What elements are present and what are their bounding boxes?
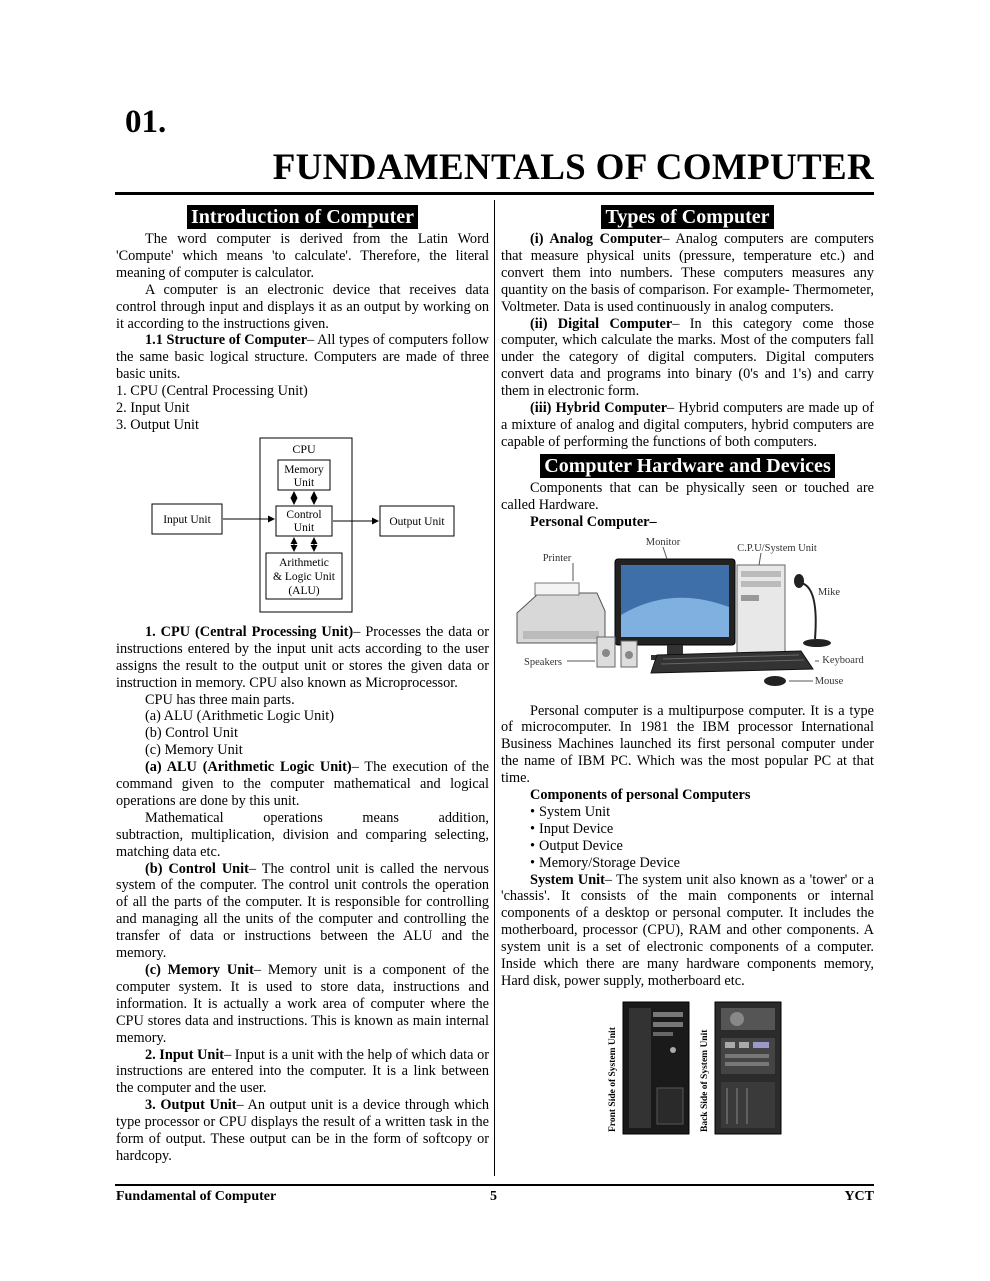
mouse-label: Mouse: [814, 675, 844, 687]
math-paragraph: subtraction, multiplication, division and comparing selecting, matching data etc.: [116, 826, 489, 860]
cpu-part-item: (c) Memory Unit: [145, 742, 243, 759]
system-unit-illustration: [737, 565, 785, 657]
component-item: • System Unit: [501, 804, 874, 821]
unit-list-item: 2. Input Unit: [116, 400, 190, 417]
component-item: • Output Device: [501, 838, 874, 855]
intro-paragraph-2: A computer is an electronic device that receives data control through input and displays it as an output by working on it according to the instructions given.: [116, 281, 489, 332]
section-heading-types: Types of Computer: [501, 205, 874, 229]
keyboard-label: Keyboard: [822, 654, 864, 666]
structure-paragraph: 1.1 Structure of Computer– All types of computers follow the same basic logical structure. Computers are made of three basic units.: [116, 332, 490, 383]
personal-computer-figure: [501, 535, 874, 691]
component-item: • Input Device: [501, 821, 874, 838]
cpu-parts-intro: CPU has three main parts.: [145, 691, 295, 708]
column-divider: [494, 200, 495, 1176]
alu-paragraph: (a) ALU (Arithmetic Logic Unit)– The execution of the command given to the computer mathematical and logical operations are done by this unit.: [116, 759, 489, 809]
keyboard-illustration: [651, 651, 813, 673]
footer-title: Fundamental of Computer: [116, 1189, 277, 1204]
speakers-label: Speakers: [524, 656, 562, 668]
right-column: [501, 205, 874, 1140]
intro-paragraph-1: The word computer is derived from the Latin Word 'Compute' which means 'to calculate'. Therefore, the literal meaning of computer is calculator.: [116, 231, 489, 281]
chapter-title: FUNDAMENTALS OF COMPUTER: [272, 147, 874, 188]
printer-illustration: [517, 583, 605, 643]
mike-illustration: [794, 574, 831, 647]
memory-unit-paragraph: (c) Memory Unit– Memory unit is a component of the computer system. It is used to store data, instructions and information. It is actually a work area of computer where the CPU stores data and instructions. This is known as main internal memory.: [116, 962, 489, 1046]
monitor-pointer: [663, 547, 667, 559]
unit-list-item: 1. CPU (Central Processing Unit): [116, 383, 308, 400]
memory-unit-label: Unit: [293, 476, 315, 489]
components-heading: Components of personal Computers: [530, 787, 751, 804]
digital-paragraph: (ii) Digital Computer– In this category come those computer, which calculate the marks. Most of the computers fall under the category of digital computers. Digital computers convert data and programs into binary (0's and 1's) and carry them in electronic form.: [501, 315, 874, 400]
front-side-tower: [623, 1002, 689, 1134]
cpu-part-item: (a) ALU (Arithmetic Logic Unit): [145, 708, 334, 725]
unit-list-item: 3. Output Unit: [116, 416, 200, 433]
back-side-tower: [715, 1002, 781, 1134]
hardware-paragraph: Components that can be physically seen or touched are called Hardware.: [501, 479, 874, 513]
system-unit-paragraph: System Unit– The system unit also known as a 'tower' or a 'chassis'. It consists of the main components or internal components of a desktop or personal computer. It includes the motherboard, processor (CPU), RAM and other components. A system unit is a set of electronic components of a computer. Inside which there are many hardware components memory, Hard disk, power supply, motherboard etc.: [501, 871, 875, 989]
math-paragraph-first-line: Mathematical operations means addition,: [145, 809, 489, 826]
title-rule: [115, 192, 874, 195]
front-side-label: Front Side of System Unit: [608, 1027, 618, 1132]
personal-computer-label: Personal Computer–: [530, 513, 657, 530]
chapter-number: 01.: [125, 104, 167, 140]
control-unit-paragraph: (b) Control Unit– The control unit is called the nervous system of the computer. The control unit controls the operation of all the parts of the computer. It is responsible for controlling and managing all the units of the computer and controlling the transfer of data or instructions between the ALU and the memory.: [116, 860, 489, 962]
section-heading-introduction: Introduction of Computer: [116, 205, 489, 229]
system-unit-figure: [501, 998, 874, 1140]
personal-computer-paragraph: Personal computer is a multipurpose computer. It is a type of microcomputer. In 1981 the IBM processor International Business Machines launched its first personal computer under the name of IBM PC. Which was the most popular PC at that time.: [501, 702, 874, 787]
control-unit-label: Control: [286, 508, 322, 521]
control-unit-label: Unit: [293, 521, 315, 534]
section-heading-hardware: Computer Hardware and Devices: [501, 454, 874, 478]
alu-label: & Logic Unit: [273, 570, 335, 583]
footer-publisher: YCT: [844, 1189, 874, 1204]
monitor-label: Monitor: [645, 536, 681, 548]
cpu-pointer: [759, 553, 761, 565]
cpu-label: C.P.U/System Unit: [737, 542, 817, 554]
analog-paragraph: (i) Analog Computer– Analog computers are computers that measure physical units (pressure, temperature etc.) and convert them into numbers. These computers measures any quantity on the basis of comparison. For example- Thermometer, Voltmeter. Data is used continuously in analog computers.: [501, 231, 874, 315]
alu-label: Arithmetic: [279, 556, 329, 569]
memory-unit-label: Memory: [284, 463, 324, 476]
mouse-illustration: [764, 676, 786, 686]
mike-label: Mike: [817, 586, 841, 598]
alu-label: (ALU): [288, 584, 320, 597]
component-item: • Memory/Storage Device: [501, 855, 874, 872]
output-unit-paragraph: 3. Output Unit– An output unit is a device through which type processor or CPU displays the result of a written task in the form of output. These output can be in the form of softcopy or hardcopy.: [116, 1097, 489, 1164]
cpu-paragraph: 1. CPU (Central Processing Unit)– Processes the data or instructions entered by the input unit acts according to the user assigns the result to the output unit or stores the given data or instruction in memory. CPU also known as Microprocessor.: [116, 623, 489, 691]
cpu-block-diagram: [116, 436, 489, 616]
back-side-label: Back Side of System Unit: [700, 1029, 710, 1132]
input-unit-label: Input Unit: [163, 513, 211, 526]
cpu-part-item: (b) Control Unit: [145, 725, 238, 742]
left-column: [116, 205, 489, 1165]
printer-label: Printer: [542, 552, 572, 564]
page-number: 5: [490, 1189, 497, 1204]
output-unit-label: Output Unit: [389, 515, 445, 528]
cpu-label: CPU: [292, 441, 316, 456]
hybrid-paragraph: (iii) Hybrid Computer– Hybrid computers are made up of a mixture of analog and digital computers, hybrid computers are capable of performing the functions of both computers.: [501, 400, 874, 450]
input-unit-paragraph: 2. Input Unit– Input is a unit with the help of which data or instructions are entered into the computer. It is a link between the computer and the user.: [116, 1046, 489, 1097]
footer-rule: [115, 1184, 874, 1186]
